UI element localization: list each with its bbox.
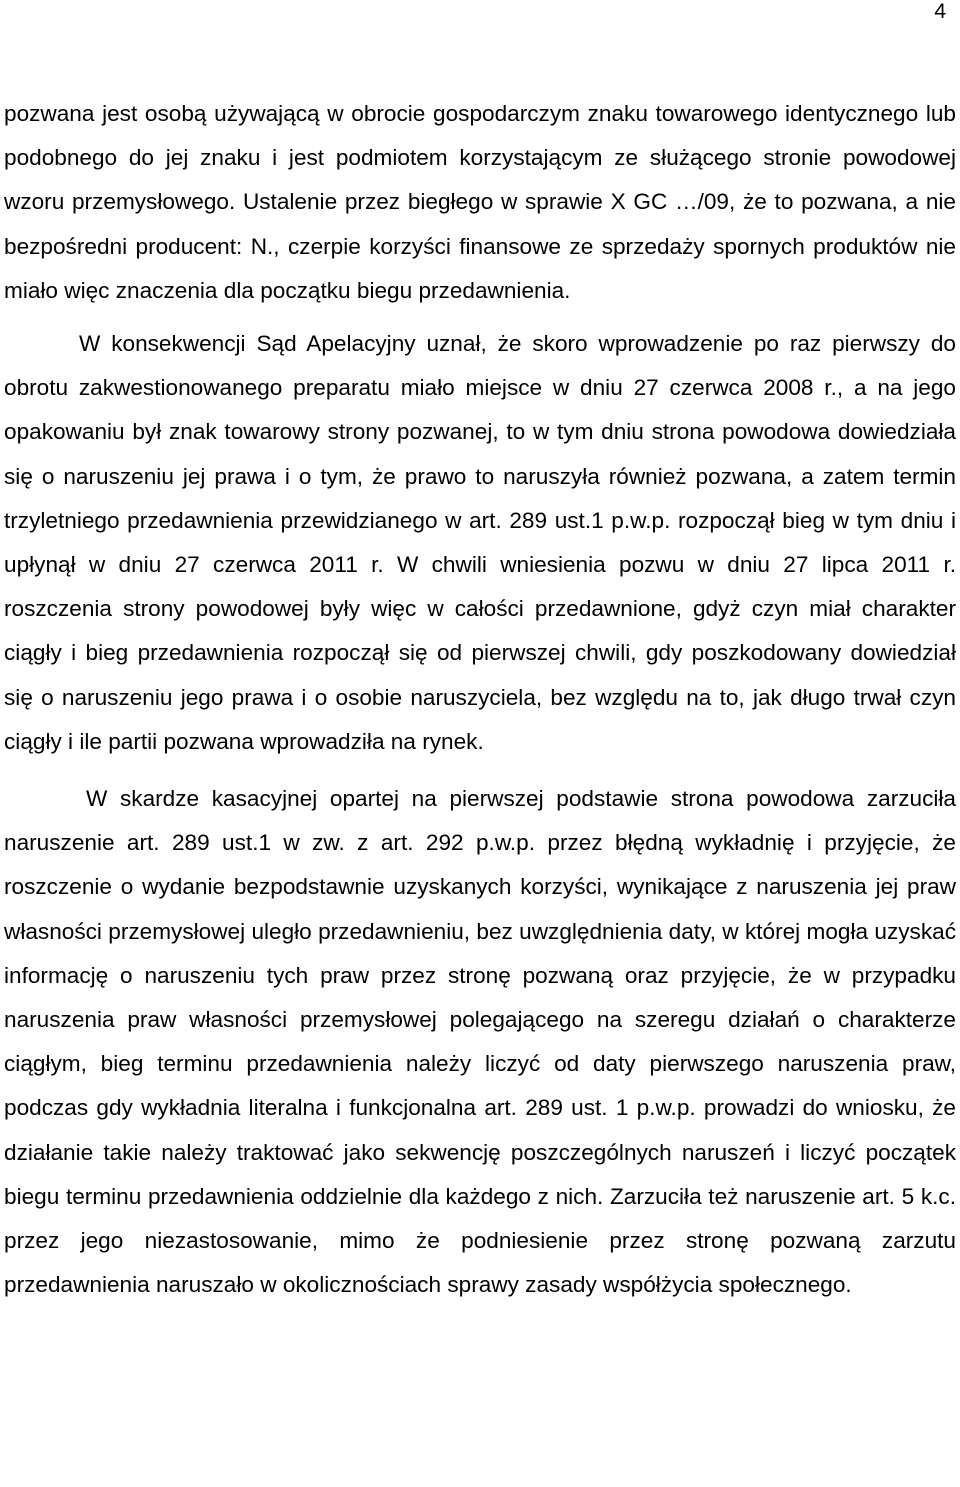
paragraph-continuation: pozwana jest osobą używającą w obrocie gospodarczym znaku towarowego identycznego lub podobnego do jej znaku i jest podmiotem korzystającym ze służącego stronie powodowej wzoru przemysłowego. Ustalenie przez biegłego w sprawie X GC …/09, że to pozwana, a nie bezpośredni producent: N., czerpie korzyści finansowe ze sprzedaży spornych produktów nie miało więc znaczenia dla początku biegu przedawnienia.: [4, 101, 956, 303]
paragraph-court-reasoning: W konsekwencji Sąd Apelacyjny uznał, że skoro wprowadzenie po raz pierwszy do obrotu zakwestionowanego preparatu miało miejsce w dniu 27 czerwca 2008 r., a na jego opakowaniu był znak towarowy strony pozwanej, to w tym dniu strona powodowa dowiedziała się o naruszeniu jej prawa i o tym, że prawo to naruszyła również pozwana, a zatem termin trzyletniego przedawnienia przewidzianego w art. 289 ust.1 p.w.p. rozpoczął bieg w tym dniu i upłynął w dniu 27 czerwca 2011 r. W chwili wniesienia pozwu w dniu 27 lipca 2011 r. roszczenia strony powodowej były więc w całości przedawnione, gdyż czyn miał charakter ciągły i bieg przedawnienia rozpoczął się od pierwszej chwili, gdy poszkodowany dowiedział się o naruszeniu jego prawa i o osobie naruszyciela, bez względu na to, jak długo trwał czyn ciągły i ile partii pozwana wprowadziła na rynek.: [4, 331, 956, 754]
paragraph-cassation-complaint: W skardze kasacyjnej opartej na pierwszej podstawie strona powodowa zarzuciła naruszenie art. 289 ust.1 w zw. z art. 292 p.w.p. przez błędną wykładnię i przyjęcie, że roszczenie o wydanie bezpodstawnie uzyskanych korzyści, wynikające z naruszenia jej praw własności przemysłowej uległo przedawnieniu, bez uwzględnienia daty, w której mogła uzyskać informację o naruszeniu tych praw przez stronę pozwaną oraz przyjęcie, że w przypadku naruszenia praw własności przemysłowej polegającego na szeregu działań o charakterze ciągłym, bieg terminu przedawnienia należy liczyć od daty pierwszego naruszenia praw, podczas gdy wykładnia literalna i funkcjonalna art. 289 ust. 1 p.w.p. prowadzi do wniosku, że działanie takie należy traktować jako sekwencję poszczególnych naruszeń i liczyć początek biegu terminu przedawnienia oddzielnie dla każdego z nich. Zarzuciła też naruszenie art. 5 k.c. przez jego niezastosowanie, mimo że podniesienie przez stronę pozwaną zarzutu przedawnienia naruszało w okolicznościach sprawy zasady współżycia społecznego.: [4, 786, 956, 1298]
page-number: 4: [934, 0, 946, 23]
document-body: [4, 92, 956, 1307]
